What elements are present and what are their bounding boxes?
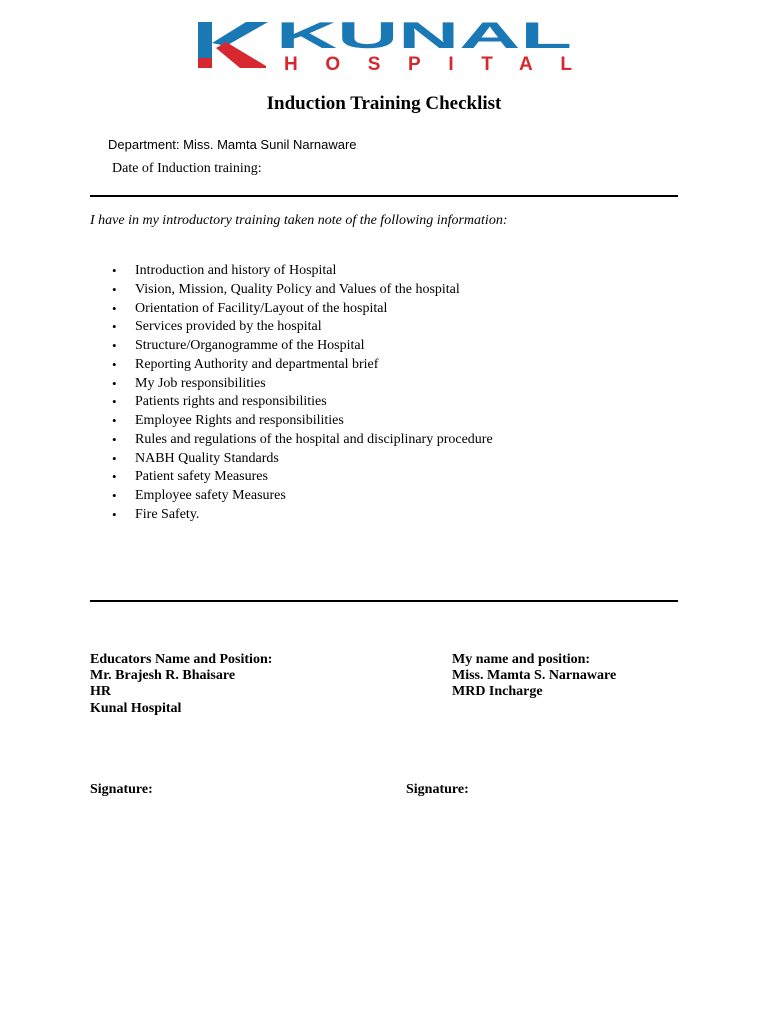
- list-item: [112, 337, 493, 356]
- bullet-icon: •: [112, 488, 117, 503]
- bullet-icon: •: [112, 338, 117, 353]
- topic-text: NABH Quality Standards: [135, 450, 279, 466]
- bullet-icon: •: [112, 300, 117, 316]
- list-item: [112, 262, 493, 281]
- bullet-icon: •: [112, 506, 117, 522]
- employee-signature-label: Signature:: [406, 782, 469, 797]
- employee-name: Miss. Mamta S. Narnaware: [452, 668, 617, 684]
- topic-text: Patient safety Measures: [135, 469, 268, 485]
- topic-text: Rules and regulations of the hospital and disciplinary procedure: [135, 431, 493, 447]
- list-item: [112, 318, 493, 337]
- educator-name: Mr. Brajesh R. Bhaisare: [90, 668, 236, 684]
- bullet-icon: •: [112, 356, 117, 372]
- list-item: [112, 450, 493, 469]
- induction-date-label: Date of Induction training:: [112, 161, 262, 176]
- bottom-divider: [90, 600, 678, 602]
- list-item: [112, 356, 493, 375]
- list-item: [112, 487, 493, 506]
- employee-block: [452, 652, 616, 701]
- topic-text: Employee safety Measures: [135, 488, 286, 503]
- topics-list: [112, 262, 493, 525]
- bullet-icon: •: [112, 375, 117, 391]
- educator-signature-label: Signature:: [90, 782, 153, 797]
- document-title: Induction Training Checklist: [266, 93, 502, 114]
- bullet-icon: •: [112, 469, 117, 485]
- bullet-icon: •: [112, 431, 117, 447]
- topic-text: Employee Rights and responsibilities: [135, 413, 344, 428]
- topic-text: Patients rights and responsibilities: [135, 394, 327, 410]
- educator-heading: Educators Name and Position:: [90, 652, 273, 667]
- educator-organization: Kunal Hospital: [90, 700, 182, 716]
- topic-text: Orientation of Facility/Layout of the hospital: [135, 300, 388, 316]
- topic-text: Introduction and history of Hospital: [135, 263, 337, 278]
- topic-text: My Job responsibilities: [135, 375, 266, 391]
- topic-text: Fire Safety.: [135, 506, 200, 522]
- employee-heading: My name and position:: [452, 652, 591, 667]
- topic-text: Structure/Organogramme of the Hospital: [135, 338, 365, 353]
- bullet-icon: •: [112, 263, 117, 278]
- list-item: [112, 375, 493, 394]
- employee-position: MRD Incharge: [452, 684, 543, 700]
- bullet-icon: •: [112, 281, 117, 297]
- topic-text: Services provided by the hospital: [135, 319, 322, 335]
- bullet-icon: •: [112, 394, 117, 410]
- list-item: [112, 431, 493, 450]
- hospital-logo: [196, 18, 574, 72]
- department-line: Department: Miss. Mamta Sunil Narnaware: [108, 137, 357, 152]
- intro-statement: I have in my introductory training taken note of the following information:: [90, 213, 508, 228]
- list-item: [112, 281, 493, 300]
- bullet-icon: •: [112, 413, 117, 428]
- topic-text: Vision, Mission, Quality Policy and Values of the hospital: [135, 281, 460, 297]
- list-item: [112, 300, 493, 319]
- bullet-icon: •: [112, 450, 117, 466]
- list-item: [112, 393, 493, 412]
- bullet-icon: •: [112, 319, 117, 335]
- educator-block: [90, 652, 272, 717]
- list-item: [112, 468, 493, 487]
- list-item: [112, 412, 493, 431]
- list-item: [112, 506, 493, 525]
- topic-text: Reporting Authority and departmental brief: [135, 356, 379, 372]
- educator-position: HR: [90, 684, 111, 700]
- logo-name: KUNAL: [276, 18, 572, 56]
- top-divider: [90, 195, 678, 197]
- kunal-logo-icon: [196, 18, 574, 72]
- logo-subtitle: HOSPITAL: [284, 54, 572, 72]
